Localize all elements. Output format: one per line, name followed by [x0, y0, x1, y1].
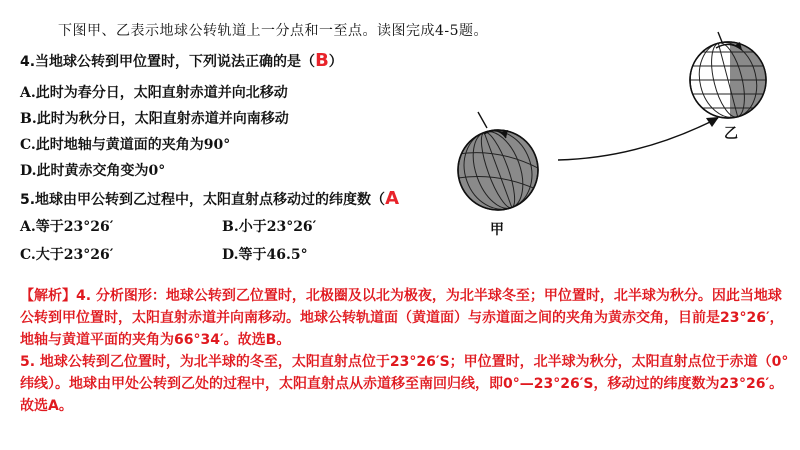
q5-option-a: A.等于23°26′ — [20, 219, 114, 235]
question-4-answer: B — [315, 50, 329, 71]
q4-option-c: C.此时地轴与黄道面的夹角为90° — [20, 137, 231, 153]
question-5-answer: A — [385, 188, 399, 209]
globe-jia — [453, 112, 542, 219]
question-4-stem: 4.当地球公转到甲位置时，下列说法正确的是（ — [20, 54, 316, 70]
label-yi: 乙 — [724, 126, 738, 142]
orbit-arrow-icon — [706, 117, 719, 127]
analysis-paragraph-5: 5. 地球公转到乙位置时，为北半球的冬至，太阳直射点位于23°26′S；甲位置时，北半球为秋分，太阳直射点位于赤道（0°纬线）。地球由甲处公转到乙处的过程中，太阳直射点从赤道移至南回归线，即0°—23°26′S，移动过的纬度数为23°26′。故选A。 — [20, 354, 789, 414]
question-5 — [20, 188, 399, 209]
analysis-block — [20, 285, 790, 417]
q4-option-b: B.此时为秋分日，太阳直射赤道并向南移动 — [20, 111, 289, 127]
q4-option-d: D.此时黄赤交角变为0° — [20, 163, 166, 179]
question-5-stem: 5.地球由甲公转到乙过程中，太阳直射点移动过的纬度数（ — [20, 192, 386, 208]
orbit-figure — [440, 18, 790, 248]
analysis-paragraph-4: 【解析】4. 分析图形：地球公转到乙位置时，北极圈及以北为极夜，为北半球冬至；甲位置时，北半球为秋分。因此当地球公转到甲位置时，太阳直射赤道并向南移动。地球公转轨道面（黄道面）与赤道面之间的夹角为黄赤交角，目前是23°26′，地轴与黄道平面的夹角为66°34′。故选B。 — [20, 288, 784, 348]
label-jia: 甲 — [490, 222, 504, 238]
q5-option-c: C.大于23°26′ — [20, 247, 114, 263]
q4-option-a: A.此时为春分日，太阳直射赤道并向北移动 — [20, 85, 288, 101]
question-4-close: ） — [328, 54, 343, 70]
globe-yi — [690, 32, 770, 124]
question-4 — [20, 50, 343, 71]
orbit-path — [558, 118, 718, 160]
q5-option-d: D.等于46.5° — [222, 247, 308, 263]
q5-option-b: B.小于23°26′ — [222, 219, 317, 235]
intro-text: 下图甲、乙表示地球公转轨道上一分点和一至点。读图完成4-5题。 — [58, 23, 489, 39]
